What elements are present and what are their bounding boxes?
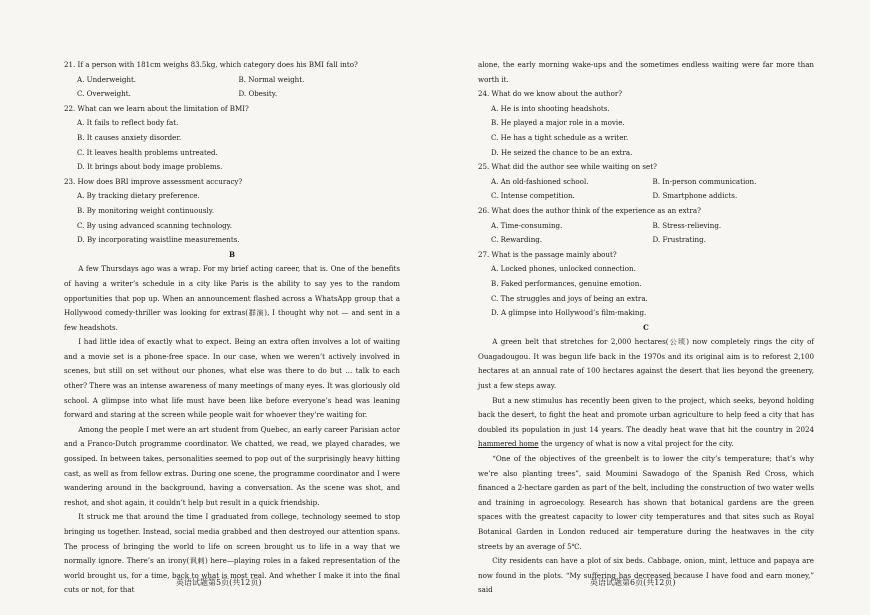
q21-option-d: D. Obesity. [238,89,278,99]
q25-option-c: C. Intense competition. [491,191,575,201]
q23-option-d: D. By incorporating waistline measurements. [77,235,240,245]
right-column [478,58,814,598]
question-24-stem: 24. What do we know about the author? [478,89,623,99]
q25-option-a: A. An old-fashioned school. [491,176,589,186]
q23-option-a: A. By tracking dietary preference. [77,191,200,201]
question-25-stem: 25. What did the author see while waiting on set? [478,162,657,172]
q27-option-a: A. Locked phones, unlocked connection. [491,264,636,274]
q23-option-b: B. By monitoring weight continuously. [77,205,215,215]
left-column [64,58,400,598]
underlined-phrase: hammered home [478,439,539,449]
question-26-stem: 26. What does the author think of the experience as an extra? [478,205,701,215]
question-23-stem: 23. How does BRI improve assessment accuracy? [64,176,243,186]
passage-c-p2-after: the urgency of what is now a vital project for the city. [538,439,734,449]
page-footer-6: 英语试题第6页(共12页) [590,578,676,587]
q25-option-d: D. Smartphone addicts. [652,191,738,201]
q21-option-a: A. Underweight. [77,74,137,84]
passage-c-paragraph-1: A green belt that stretches for 2,000 hectares(公顷) now completely rings the city of Ouagadougou. It was begun life back in the 1970s and its original aim is to reforest 2,100 hectares at an annual rate of 100 hectares against the desert that lies beyond the greenery, just a few steps away. [478,337,814,391]
q21-option-b: B. Normal weight. [238,74,305,84]
question-23-options [64,189,400,247]
q26-option-c: C. Rewarding. [491,235,543,245]
q27-option-c: C. The struggles and joys of being an extra. [491,293,648,303]
question-27-options [478,262,814,320]
q22-option-b: B. It causes anxiety disorder. [77,132,182,142]
q26-option-d: D. Frustrating. [652,235,706,245]
passage-b-paragraph-3: Among the people I met were an art student from Quebec, an early career Parisian actor and a Franco-Dutch programme coordinator. We chatted, we read, we played charades, we gossiped. In between takes, personalities seemed to pop out of the surprisingly heavy hitting cast, as well as from fellow extras. During one scene, the programme coordinator and I were wandering around in the background, having a conversation. As the scene was shot, and reshot, and shot again, it couldn’t help but result in a quick friendship. [64,424,400,507]
passage-c-paragraph-2 [478,394,814,452]
question-25-options [478,175,814,204]
q23-option-c: C. By using advanced scanning technology. [77,220,232,230]
passage-b-paragraph-4: It struck me that around the time I graduated from college, technology seemed to stop bringing us together. Instead, social media grabbed and then destroyed our attention spans. The process of bringing the world to life on screen brought us to life in a way that we normally ignore. There’s an irony(讽刺) here—playing roles in a faked representation of the world brought us, for a time, back to what is most real. And whether I make it into the final cuts or not, for that [64,512,400,595]
q24-option-d: D. He seized the chance to be an extra. [491,147,633,157]
passage-b-paragraph-2: I had little idea of exactly what to expect. Being an extra often involves a lot of waiting and a movie set is a phone-free space. In our case, when we weren’t actively involved in scenes, but still on set without our phones, what else was there to do but … talk to each other? There was an intense awareness of many meetings of many eyes. It was gloriously old school. A glimpse into what life must have been like before everyone’s head was leaning forward and staring at the screen while people wait for whoever they’re waiting for. [64,337,400,420]
section-b-heading: B [229,249,235,259]
passage-c-p2-before: But a new stimulus has recently been given to the project, which seeks, beyond holding back the desert, to fight the heat and promote urban agriculture to help feed a city that has doubled its population in just 14 years. The deadly heat wave that hit the country in 2024 [478,395,814,434]
question-22-options [64,116,400,174]
question-27-stem: 27. What is the passage mainly about? [478,249,617,259]
question-21-stem: 21. If a person with 181cm weighs 83.5kg, which category does his BMI fall into? [64,60,358,69]
passage-b-paragraph-1: A few Thursdays ago was a wrap. For my brief acting career, that is. One of the benefits of having a writer’s schedule in a city like Paris is the ability to say yes to the random opportunities that pop up. When an announcement flashed across a WhatsApp group that a Hollywood comedy-thriller was looking for extras(群演), I thought why not — and sent in a few headshots. [64,264,400,332]
question-21-options [64,73,400,102]
q21-option-c: C. Overweight. [77,89,131,99]
question-24-options [478,102,814,160]
section-c-heading: C [643,322,649,332]
q24-option-c: C. He has a tight schedule as a writer. [491,132,629,142]
passage-c-paragraph-4: City residents can have a plot of six beds. Cabbage, onion, mint, lettuce and papaya are now found in the plots. “My suffering has decreased because I have food and earn money,” said [478,556,814,595]
question-26-options [478,219,814,248]
q25-option-b: B. In-person communication. [652,176,757,186]
q24-option-b: B. He played a major role in a movie. [491,118,625,128]
q26-option-a: A. Time-consuming. [491,220,563,230]
q22-option-c: C. It leaves health problems untreated. [77,147,218,157]
page-footer-5: 英语试题第5页(共12页) [176,578,262,587]
q27-option-b: B. Faked performances, genuine emotion. [491,278,642,288]
q22-option-d: D. It brings about body image problems. [77,162,223,172]
question-22-stem: 22. What can we learn about the limitation of BMI? [64,103,249,113]
passage-c-paragraph-3: “One of the objectives of the greenbelt is to lower the city’s temperature; that’s why we’re also planting trees”, said Moumini Sawadogo of the Spanish Red Cross, which financed a 2-hectare garden as part of the belt, including the construction of two water wells and training in agroecology. Research has shown that botanical gardens are the green spaces with the greatest capacity to lower city temperatures and that sites such as Royal Botanical Garden in London reduced air temperature during the heatwaves in the city streets by an average of 5℃. [478,454,814,551]
q27-option-d: D. A glimpse into Hollywood’s film-making. [491,308,647,318]
q22-option-a: A. It fails to reflect body fat. [77,118,179,128]
q24-option-a: A. He is into shooting headshots. [491,103,610,113]
passage-b-continuation: alone, the early morning wake-ups and the sometimes endless waiting were far more than worth it. [478,60,814,84]
q26-option-b: B. Stress-relieving. [652,220,722,230]
